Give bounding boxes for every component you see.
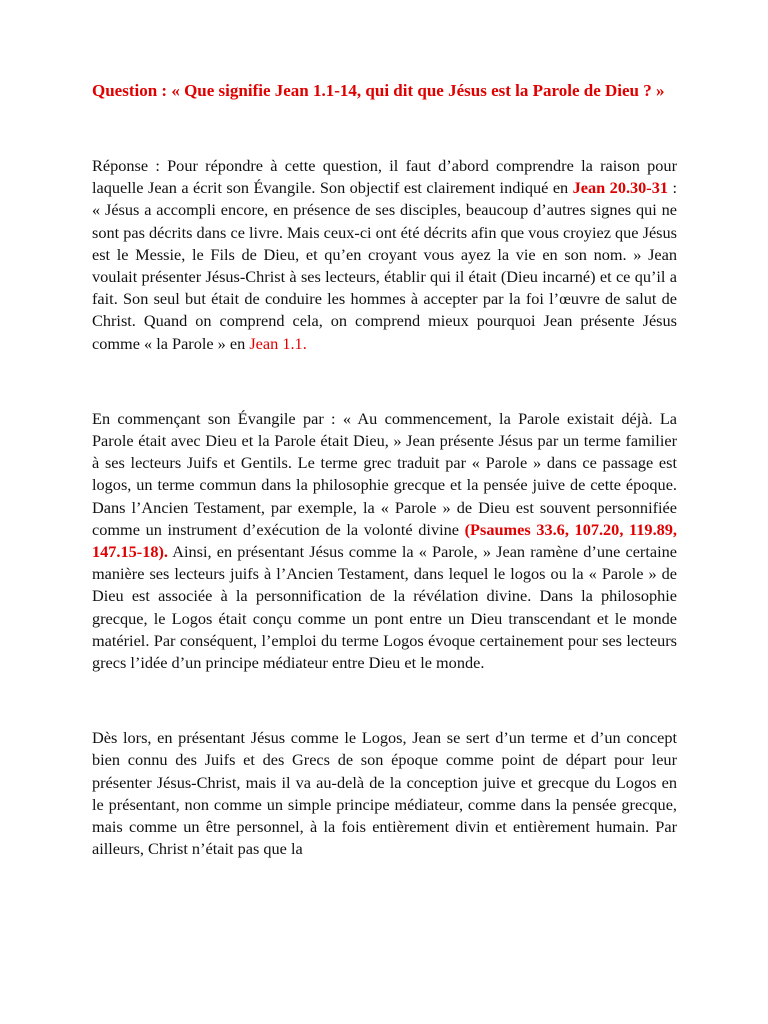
question-heading: Question : « Que signifie Jean 1.1-14, qui dit que Jésus est la Parole de Dieu ? » <box>92 81 665 100</box>
scripture-reference-psaumes: (Psaumes 33.6, 107.20, 119.89, 147.15-18). <box>92 519 677 562</box>
paragraph-2-text-end: Ainsi, en présentant Jésus comme la « Parole, » Jean ramène d’une certaine manière ses lecteurs juifs à l’Ancien Testament, dans lequel le logos ou la « Parole » de Dieu est associée à la personnification de la révélation divine. Dans la philosophie grecque, le Logos était conçu comme un pont entre un Dieu transcendant et le monde matériel. Par conséquent, l’emploi du terme Logos évoque certainement pour ses lecteurs grecs l’idée d’un principe médiateur entre Dieu et le monde. <box>92 542 677 673</box>
document-page <box>92 80 677 860</box>
paragraph-2-text-start: En commençant son Évangile par : « Au commencement, la Parole existait déjà. La Parole était avec Dieu et la Parole était Dieu, » Jean présente Jésus par un terme familier à ses lecteurs Juifs et Gentils. Le terme grec traduit par « Parole » dans ce passage est logos, un terme commun dans la philosophie grecque et la pensée juive de cette époque. Dans l’Ancien Testament, par exemple, la « Parole » de Dieu est souvent personnifiée comme un instrument d’exécution de la volonté divine <box>92 408 677 539</box>
scripture-reference-jean-20-30-31: Jean 20.30-31 <box>572 178 669 198</box>
paragraph-1-text-start: Réponse : Pour répondre à cette question, il faut d’abord comprendre la raison pour laquelle Jean a écrit son Évangile. Son objectif est clairement indiqué en <box>92 156 677 198</box>
answer-paragraph-2 <box>92 408 677 674</box>
answer-paragraph-3: Dès lors, en présentant Jésus comme le Logos, Jean se sert d’un terme et d’un concept bien connu des Juifs et des Grecs de son époque comme point de départ pour leur présenter Jésus-Christ, mais il va au-delà de la conception juive et grecque du Logos en le présentant, non comme un simple principe médiateur, comme dans la pensée grecque, mais comme un être personnel, à la fois entièrement divin et entièrement humain. Par ailleurs, Christ n’était pas que la <box>92 728 677 859</box>
answer-paragraph-1 <box>92 155 677 355</box>
paragraph-1-text-middle: : « Jésus a accompli encore, en présence de ses disciples, beaucoup d’autres signes qui ne sont pas décrits dans ce livre. Mais ceux-ci ont été décrits afin que vous croyiez que Jésus est le Messie, le Fils de Dieu, et qu’en croyant vous ayez la vie en son nom. » Jean voulait présenter Jésus-Christ à ses lecteurs, établir qui il était (Dieu incarné) et ce qu’il a fait. Son seul but était de conduire les hommes à accepter par la foi l’œuvre de salut de Christ. Quand on comprend cela, on comprend mieux pourquoi Jean présente Jésus comme « la Parole » en <box>92 178 677 353</box>
scripture-reference-jean-1-1: Jean 1.1. <box>249 333 307 353</box>
